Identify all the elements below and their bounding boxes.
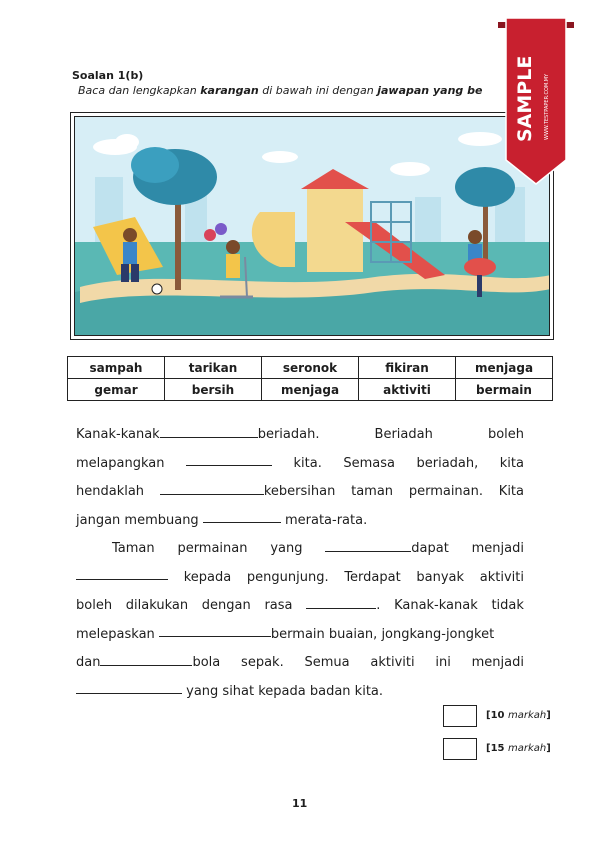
essay-word: permainan.: [408, 484, 484, 499]
essay-word: boleh: [487, 427, 524, 442]
sample-ribbon-icon: [498, 0, 574, 190]
mark-label: [10 markah]: [486, 710, 551, 721]
essay-line: [76, 507, 524, 536]
essay-word: dan bola: [76, 649, 220, 678]
answer-blank[interactable]: [160, 479, 264, 495]
score-box[interactable]: [443, 705, 477, 727]
answer-blank[interactable]: [203, 507, 281, 523]
essay-paragraph: [76, 421, 524, 706]
essay-word: boleh: [76, 598, 113, 613]
essay-word: yang sihat kepada badan kita.: [186, 683, 384, 699]
play-tower: [307, 187, 363, 272]
instruction-text: [78, 84, 482, 97]
essay-word: aktiviti: [370, 655, 415, 670]
essay-word: rasa: [264, 598, 293, 613]
ball: [152, 284, 162, 294]
word-bank-row: [68, 379, 553, 401]
essay-word: beriadah,: [416, 455, 479, 471]
essay-word: Semua: [304, 655, 350, 670]
essay-word: Taman: [112, 541, 155, 556]
essay-word: dengan: [201, 598, 251, 613]
essay-word: banyak: [416, 569, 465, 585]
essay-word: dapat: [325, 535, 449, 564]
tree-canopy: [131, 147, 179, 183]
playground-scene: [75, 117, 550, 336]
essay-word: Semasa: [343, 455, 395, 471]
answer-blank[interactable]: [186, 450, 272, 466]
sample-url: WWW.TESTPAPER.COM.MY: [544, 73, 550, 140]
sample-watermark: [498, 0, 574, 190]
essay-word: jangan membuang: [76, 512, 199, 528]
page-number: 11: [292, 797, 308, 810]
answer-blank[interactable]: [76, 564, 168, 580]
essay-word: taman: [351, 484, 394, 499]
essay-word: melapangkan: [76, 455, 165, 471]
word-bank-cell: menjaga: [456, 357, 553, 379]
essay-word: kepada: [183, 569, 232, 585]
question-label: Soalan 1(b): [72, 69, 144, 82]
word-bank-cell: fikiran: [359, 357, 456, 379]
essay-word: menjadi: [471, 541, 524, 556]
essay-word: Kanak-kanak beriadah.: [76, 421, 319, 450]
essay-line: [76, 450, 524, 479]
instruction-keyword: karangan: [200, 84, 259, 97]
essay-line: [76, 621, 524, 650]
essay-word: melepaskan: [76, 626, 155, 642]
essay-line: [76, 535, 524, 564]
essay-line: [76, 478, 524, 507]
essay-word: hendaklah: [76, 484, 145, 499]
word-bank-row: [68, 357, 553, 379]
essay-word: kebersihan: [160, 478, 336, 507]
essay-word: pengunjung.: [246, 569, 329, 585]
word-bank-table: [67, 356, 553, 401]
answer-blank[interactable]: [325, 536, 411, 552]
answer-blank[interactable]: [100, 650, 192, 666]
word-bank-cell: gemar: [68, 379, 165, 401]
word-bank-cell: seronok: [262, 357, 359, 379]
essay-word: merata-rata.: [284, 512, 368, 528]
essay-word: Kita: [498, 484, 524, 499]
answer-blank[interactable]: [306, 593, 376, 609]
essay-word: .: [306, 592, 380, 621]
instruction-keyword: jawapan yang be: [377, 84, 483, 97]
answer-blank[interactable]: [76, 678, 182, 694]
essay-line: [76, 421, 524, 450]
mark-label: [15 markah]: [486, 743, 551, 754]
essay-word: Terdapat: [344, 569, 401, 585]
essay-word: sepak.: [241, 655, 284, 670]
tree-trunk-right: [483, 202, 488, 262]
essay-word: aktiviti: [479, 569, 524, 585]
word-bank-cell: sampah: [68, 357, 165, 379]
essay-word: tidak: [491, 598, 524, 613]
balloon: [204, 229, 216, 241]
essay-word: Kanak-kanak: [394, 598, 478, 613]
word-bank-cell: bersih: [165, 379, 262, 401]
score-box[interactable]: [443, 738, 477, 760]
essay-word: yang: [270, 541, 303, 556]
word-bank-cell: bermain: [456, 379, 553, 401]
essay-line: [76, 678, 524, 707]
essay-word: dilakukan: [125, 598, 189, 613]
instruction-part: Baca dan lengkapkan: [78, 84, 201, 97]
playground-illustration: [74, 116, 550, 336]
essay-word: ini: [435, 655, 451, 670]
answer-blank[interactable]: [160, 422, 258, 438]
essay-word: menjadi: [471, 655, 524, 670]
essay-word: bermain buaian, jongkang-jongket: [270, 626, 495, 642]
essay-line: [76, 649, 524, 678]
essay-line: [76, 592, 524, 621]
essay-word: kita: [499, 455, 524, 471]
essay-line: [76, 564, 524, 593]
essay-word: permainan: [177, 541, 248, 556]
sample-text: SAMPLE: [514, 55, 536, 142]
word-bank-cell: tarikan: [165, 357, 262, 379]
balloon: [215, 223, 227, 235]
instruction-part: di bawah ini dengan: [258, 84, 378, 97]
word-bank-cell: menjaga: [262, 379, 359, 401]
essay-word: Beriadah: [374, 427, 433, 442]
tree-trunk: [175, 195, 181, 290]
word-bank-cell: aktiviti: [359, 379, 456, 401]
answer-blank[interactable]: [159, 621, 271, 637]
essay-word: kita.: [293, 455, 322, 471]
